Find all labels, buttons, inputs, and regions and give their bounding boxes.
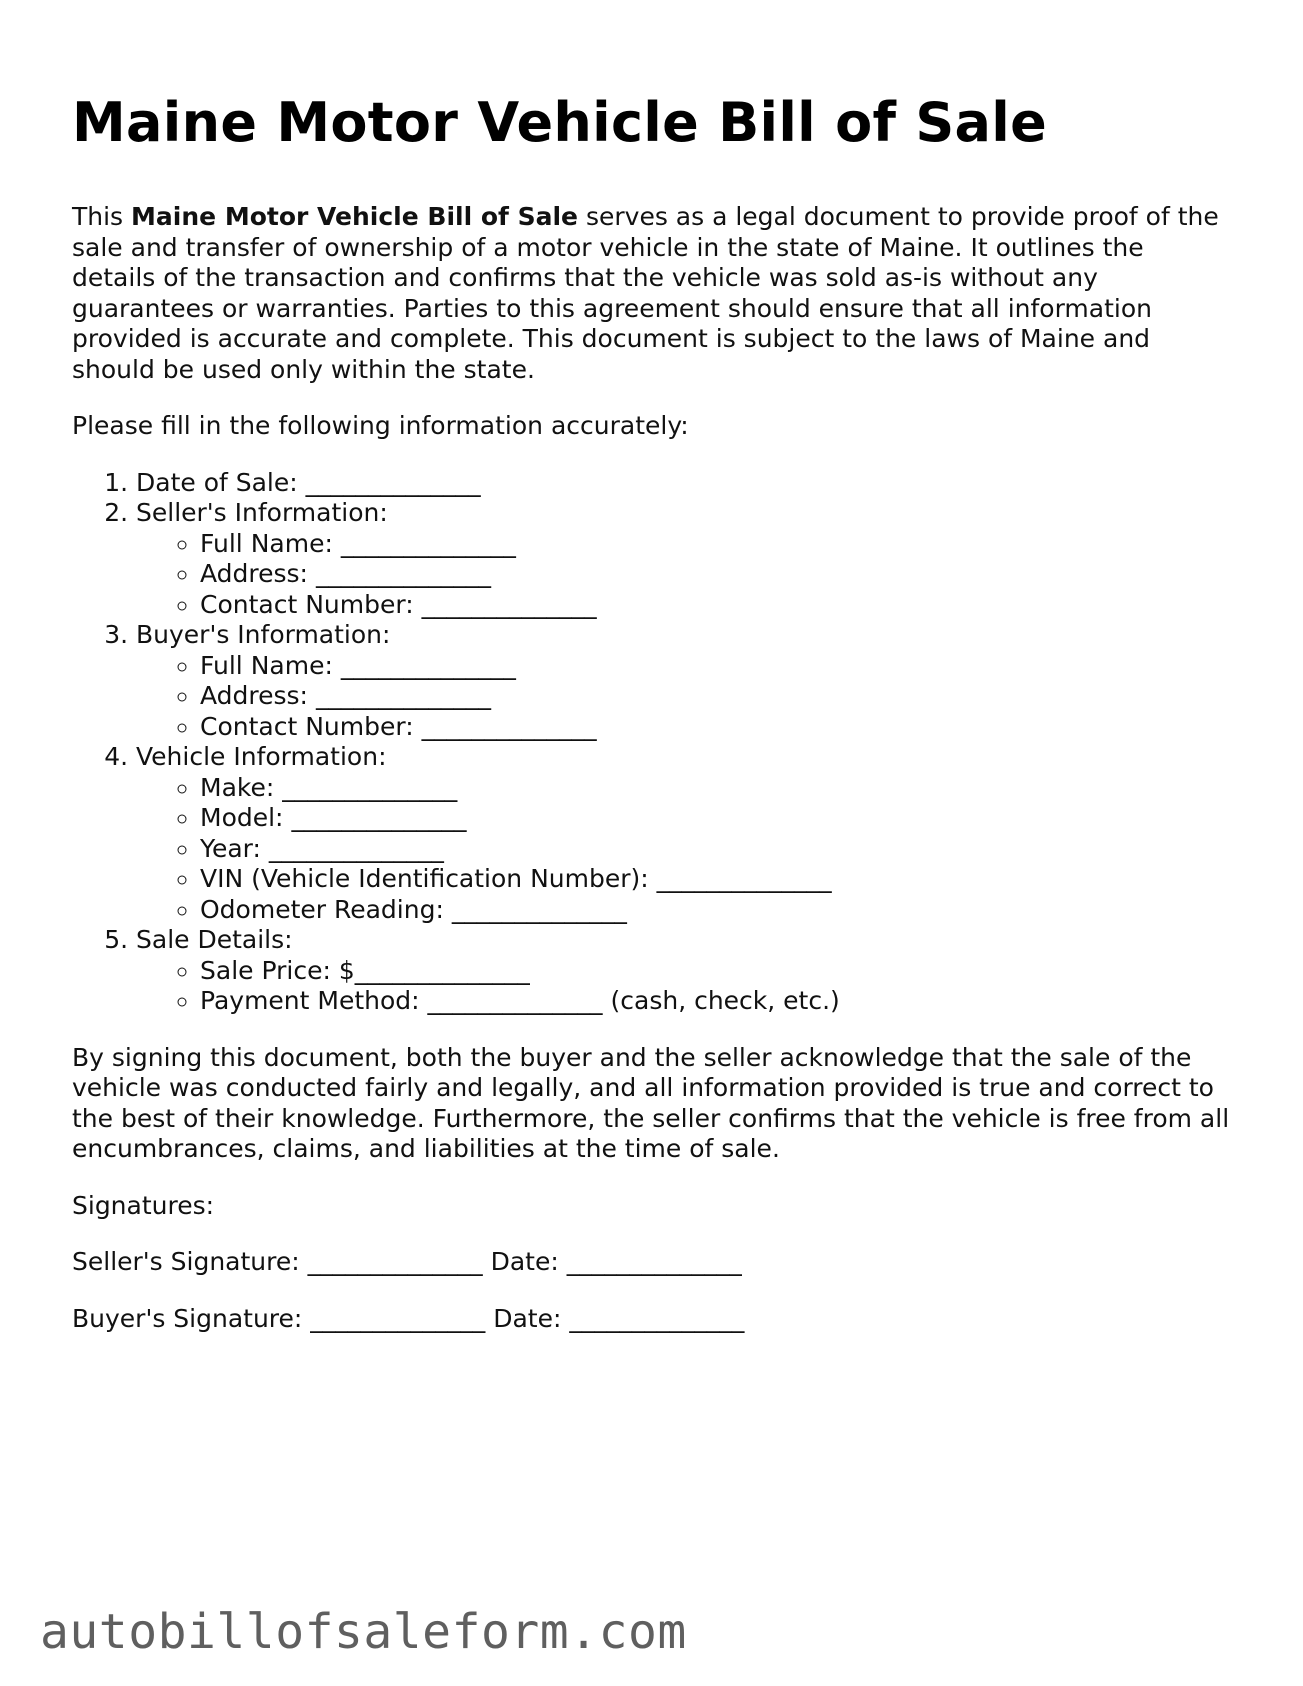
seller-contact-blank[interactable]: ______________ [421,589,597,619]
field-label: Year: [200,833,261,863]
field-label: Payment Method: [200,986,420,1015]
list-item [200,986,1232,1017]
field-label: Contact Number: [200,711,414,741]
intro-paragraph [72,202,1232,385]
section-buyer-info [136,620,1232,742]
date-of-sale-blank[interactable]: ______________ [305,467,481,497]
list-item [200,559,1232,590]
section-label: Date of Sale: [136,467,298,497]
field-label: Contact Number: [200,589,414,619]
payment-method-blank[interactable]: ______________ [427,986,603,1015]
buyer-signature-label: Buyer's Signature: [72,1303,303,1333]
document-page [72,88,1232,1334]
vehicle-model-blank[interactable]: ______________ [291,803,467,832]
form-fields-list [72,468,1232,1017]
intro-prefix: This [72,202,132,231]
buyer-date-blank[interactable]: ______________ [569,1303,745,1333]
vehicle-odometer-blank[interactable]: ______________ [451,894,627,924]
buyer-signature-line [72,1304,1232,1335]
section-seller-info [136,498,1232,620]
section-sale-details [136,925,1232,1017]
intro-rest: serves as a legal document to provide proof of the sale and transfer of ownership of a motor vehicle in the state of Maine. It outlines the details of the transaction and confirms that the vehicle was sold as-is without any guarantees or warranties. Parties to this agreement should ensure that all information provided is accurate and complete. This document is subject to the laws of Maine and should be used only within the state. [72,202,1219,384]
acknowledgement-paragraph: By signing this document, both the buyer and the seller acknowledge that the sale of the vehicle was conducted fairly and legally, and all information provided is true and correct to the best of their knowledge. Furthermore, the seller confirms that the vehicle is free from all encumbrances, claims, and liabilities at the time of sale. [72,1042,1230,1163]
list-item [200,834,1232,865]
sale-price-blank[interactable]: ______________ [354,955,530,985]
field-label: Full Name: [200,650,333,680]
seller-signature-blank[interactable]: ______________ [307,1247,483,1276]
seller-address-blank[interactable]: ______________ [315,559,491,588]
section-label: Sale Details: [136,925,293,954]
vehicle-make-blank[interactable]: ______________ [282,772,458,802]
list-item [200,803,1232,834]
field-label: Sale Price: $ [200,955,355,985]
seller-fields [136,529,1232,621]
list-item [200,712,1232,743]
section-label: Buyer's Information: [136,620,391,649]
payment-hint: (cash, check, etc.) [610,986,840,1015]
vehicle-vin-blank[interactable]: ______________ [656,864,832,893]
document-title: Maine Motor Vehicle Bill of Sale [72,91,1048,154]
vehicle-year-blank[interactable]: ______________ [268,833,444,863]
section-date-of-sale [136,468,1232,499]
list-item [200,773,1232,804]
field-label: Model: [200,803,284,832]
list-item [200,956,1232,987]
buyer-date-label: Date: [493,1303,562,1333]
seller-signature-line [72,1247,1232,1278]
signatures-heading: Signatures: [72,1190,215,1220]
list-item [200,895,1232,926]
seller-date-label: Date: [490,1247,559,1276]
buyer-contact-blank[interactable]: ______________ [421,711,597,741]
seller-signature-label: Seller's Signature: [72,1247,300,1276]
section-vehicle-info [136,742,1232,925]
field-label: VIN (Vehicle Identification Number): [200,864,649,893]
field-label: Full Name: [200,528,333,558]
list-item [200,864,1232,895]
buyer-full-name-blank[interactable]: ______________ [340,650,516,680]
field-label: Address: [200,681,308,710]
list-item [200,651,1232,682]
sale-fields [136,956,1232,1017]
seller-full-name-blank[interactable]: ______________ [340,528,516,558]
site-watermark: autobillofsaleform.com [40,1604,687,1660]
field-label: Odometer Reading: [200,894,444,924]
list-item [200,590,1232,621]
fill-prompt: Please fill in the following information accurately: [72,411,689,440]
buyer-fields [136,651,1232,743]
seller-date-blank[interactable]: ______________ [566,1247,742,1276]
buyer-signature-blank[interactable]: ______________ [310,1303,486,1333]
intro-bold-title: Maine Motor Vehicle Bill of Sale [131,202,579,231]
buyer-address-blank[interactable]: ______________ [315,681,491,710]
field-label: Address: [200,559,308,588]
list-item [200,681,1232,712]
section-label: Seller's Information: [136,498,388,527]
vehicle-fields [136,773,1232,926]
field-label: Make: [200,772,275,802]
list-item [200,529,1232,560]
section-label: Vehicle Information: [136,742,387,771]
